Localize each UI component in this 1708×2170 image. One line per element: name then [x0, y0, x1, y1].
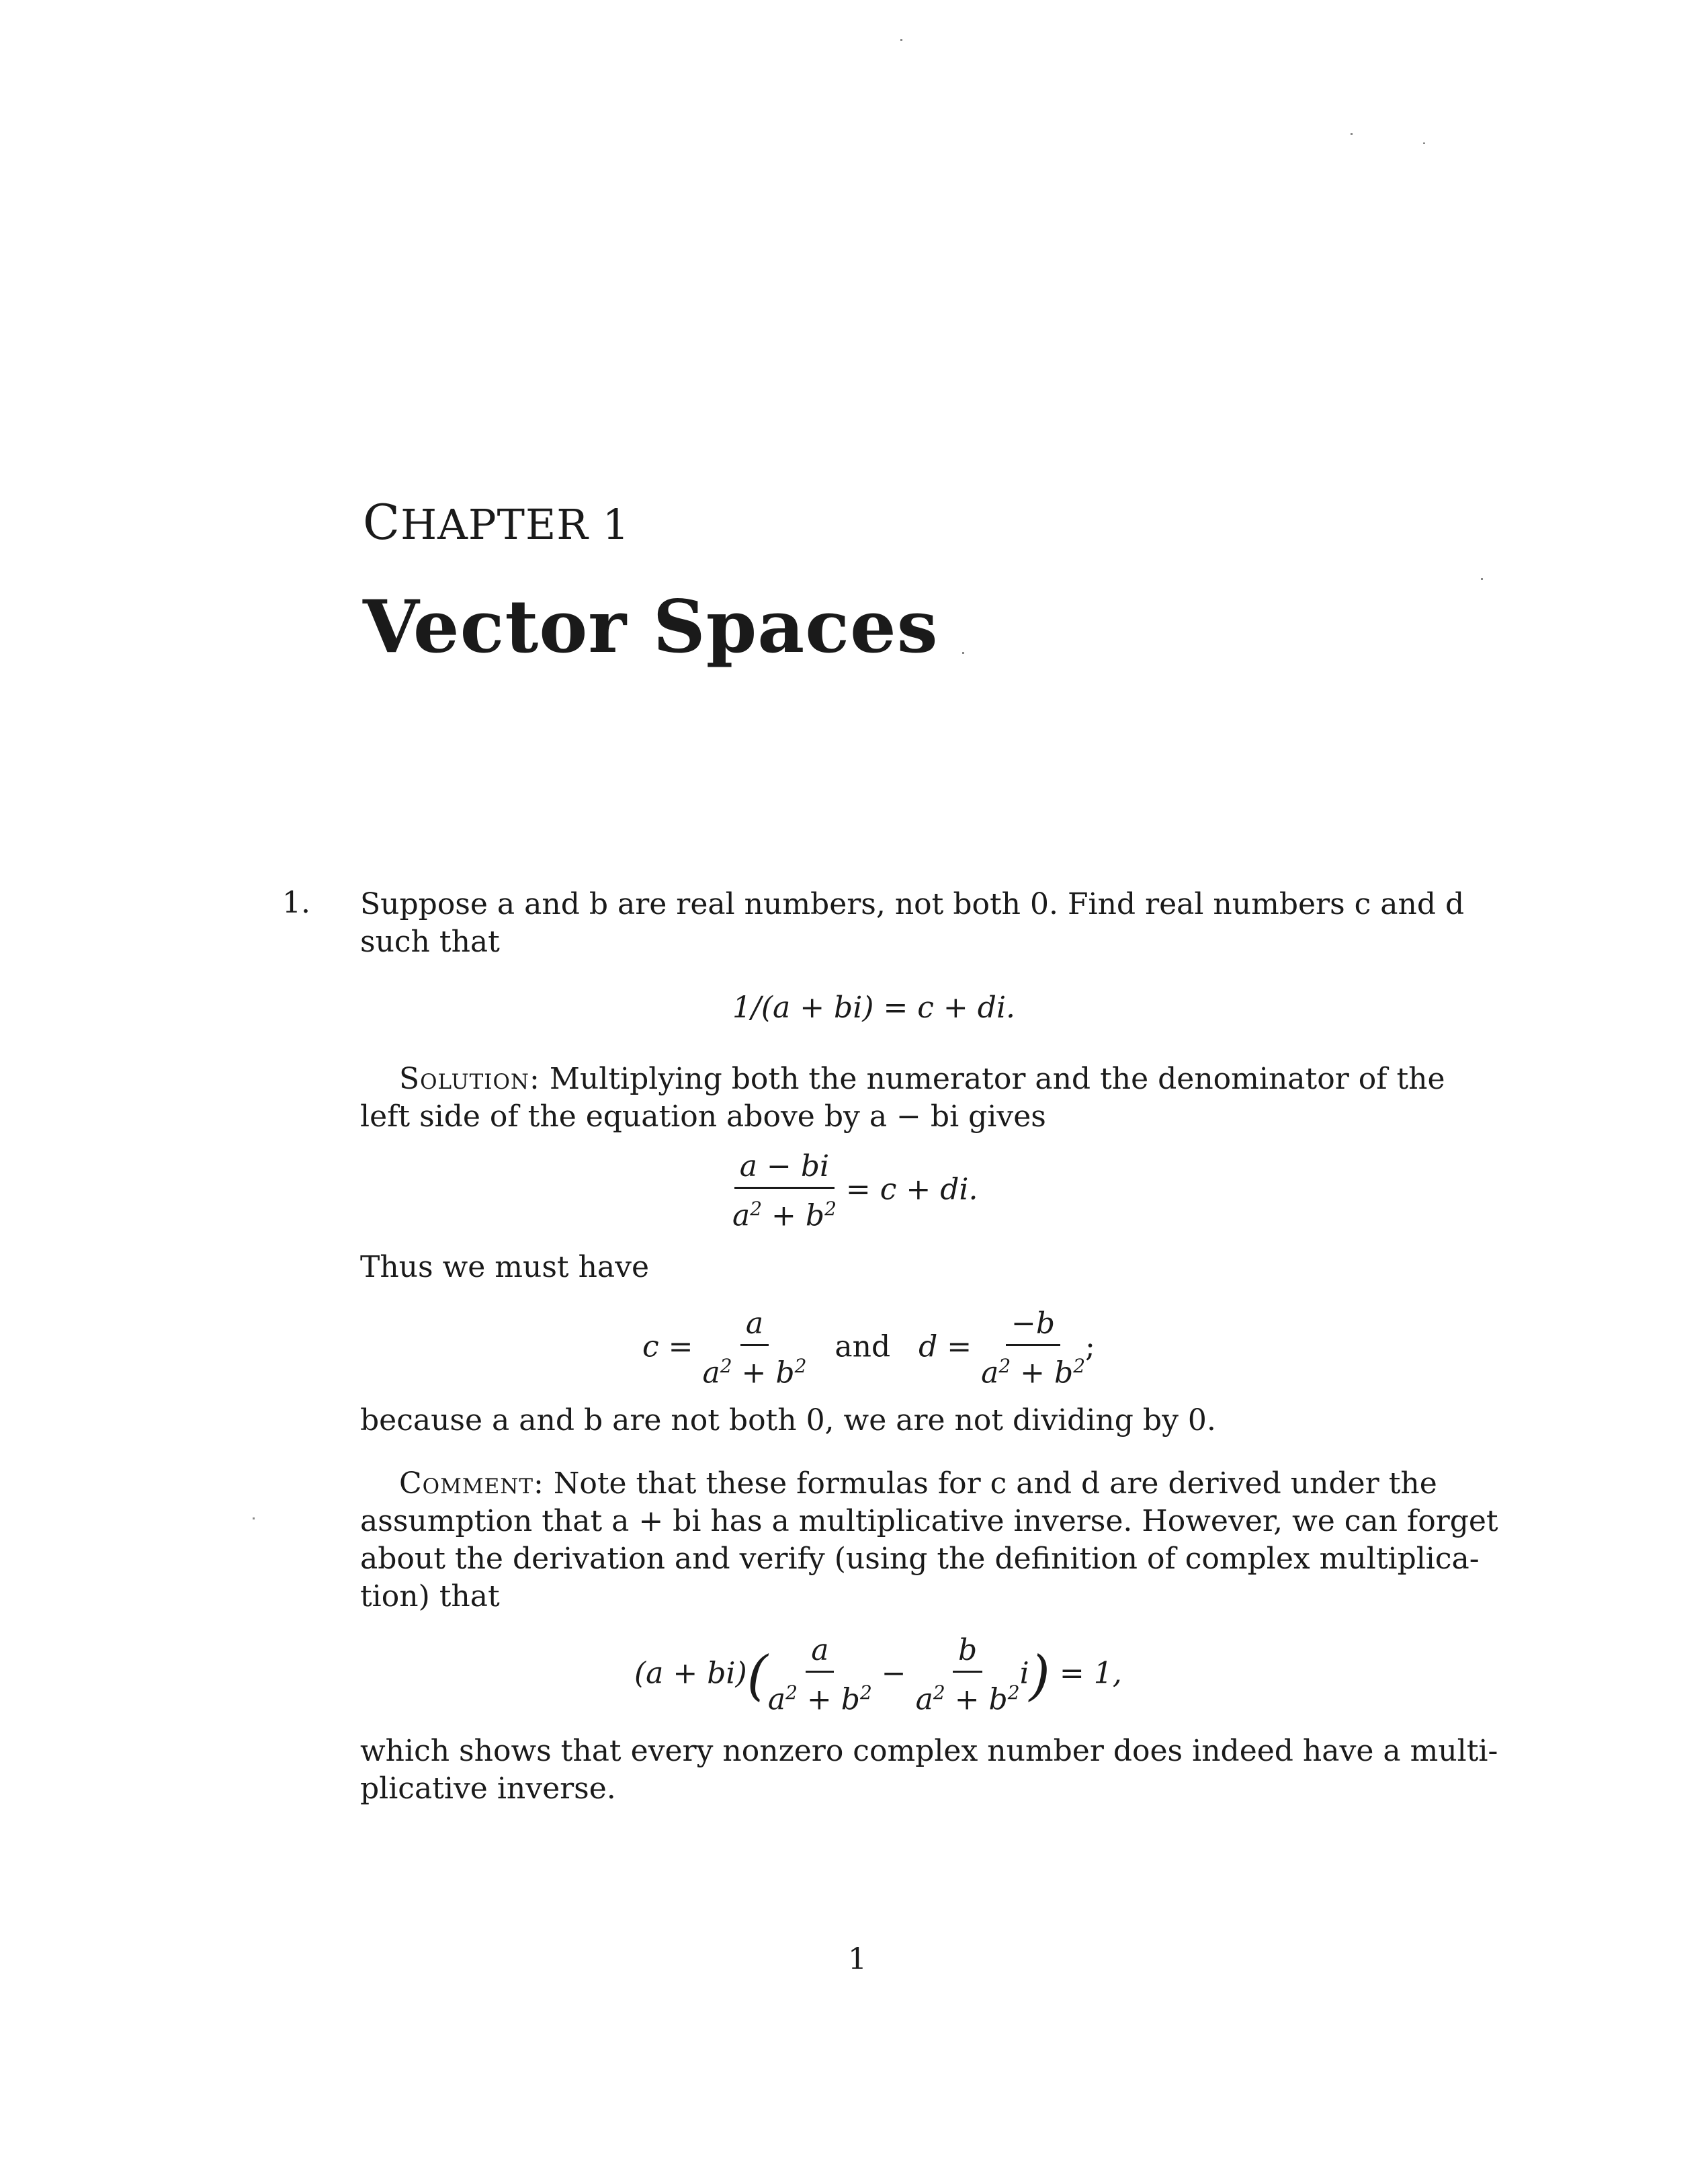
- thus-line: Thus we must have: [360, 1250, 650, 1284]
- exercise-line-1: Suppose a and b are real numbers, not both 0. Find real numbers c and d: [360, 887, 1465, 921]
- comment-line-1: Comment: Note that these formulas for c and d are derived under the: [399, 1466, 1437, 1501]
- chapter-title: Vector Spaces: [363, 585, 939, 669]
- comment-line-3: about the derivation and verify (using the definition of complex multiplica-: [360, 1542, 1480, 1576]
- comment-line-2: assumption that a + bi has a multiplicative inverse. However, we can forget: [360, 1504, 1498, 1538]
- page-number: 1: [848, 1942, 867, 1976]
- comment-line-6: plicative inverse.: [360, 1771, 616, 1806]
- equation-3: c = $\frac{a}{a^2 + b^2}$ and d = $\frac{-b}{a^2 + b^2}$ ;: [642, 1306, 1095, 1390]
- scan-speck: [962, 652, 964, 654]
- solution-line-2: left side of the equation above by a − bi gives: [360, 1099, 1046, 1134]
- solution-line-1: Solution: Multiplying both the numerator and the denominator of the: [399, 1062, 1445, 1096]
- comment-line-5: which shows that every nonzero complex number does indeed have a multi-: [360, 1734, 1498, 1768]
- scan-speck: [1481, 578, 1483, 580]
- scan-speck: [1423, 142, 1425, 144]
- equation-4: (a + bi)( $\frac{a}{a^2 + b^2}$ − $\frac{b}{a^2 + b^2}$ i) = 1,: [634, 1633, 1122, 1717]
- comment-line-4: tion) that: [360, 1579, 500, 1614]
- scan-speck: [1351, 133, 1353, 135]
- equation-2: $\frac{a - bi}{a^2 + b^2}$ = c + di.: [732, 1149, 978, 1233]
- chapter-label: CHAPTER 1: [363, 494, 630, 550]
- comment-label: Comment:: [399, 1466, 544, 1501]
- solution-label: Solution:: [399, 1062, 540, 1096]
- exercise-number: 1.: [282, 886, 310, 920]
- because-line: because a and b are not both 0, we are not dividing by 0.: [360, 1403, 1216, 1437]
- equation-1: 1/(a + bi) = c + di.: [732, 991, 1016, 1025]
- scan-speck: [900, 39, 902, 41]
- scan-speck: [253, 1517, 255, 1519]
- exercise-line-2: such that: [360, 925, 500, 959]
